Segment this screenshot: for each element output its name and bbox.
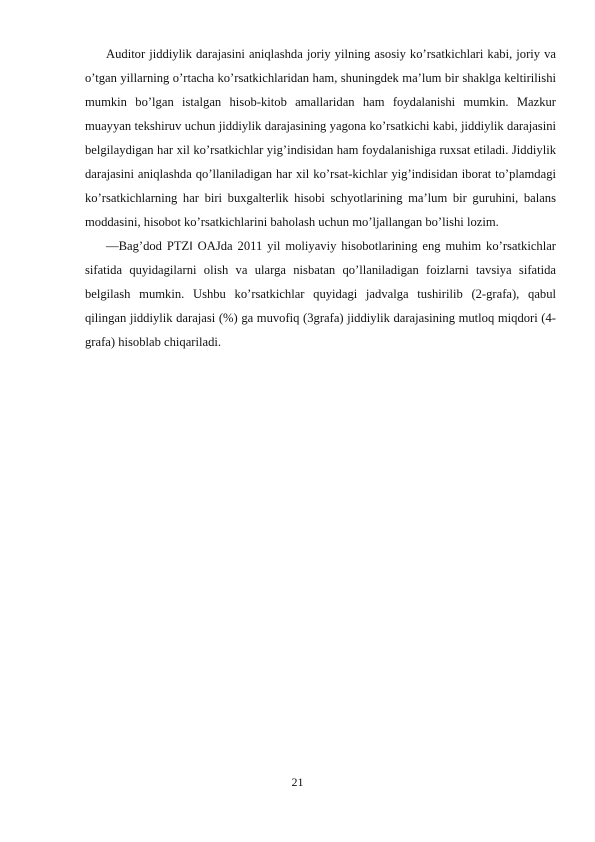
paragraph-materiality: Auditor jiddiylik darajasini aniqlashda joriy yilning asosiy ko’rsatkichlari kabi, joriy va o’tgan yillarning o’rtacha ko’rsatkichlaridan ham, shuningdek ma’lum bir shaklga keltirilishi mumkin bo’lgan istalgan hisob-kitob amallaridan ham foydalanishi mumkin. Mazkur muayyan tekshiruv uchun jiddiylik darajasining yagona ko’rsatkichi kabi, jiddiylik darajasini belgilaydigan har xil ko’rsatkichlar yig’indisidan ham foydalanishiga ruxsat etiladi. Jiddiylik darajasini aniqlashda qo’llaniladigan har xil ko’rsat-kichlar yig’indisidan iborat to’plamdagi ko’rsatkichlarning har biri buxgalterlik hisobi schyotlarining ma’lum bir guruhini, balans moddasini, hisobot ko’rsatkichlarini baholash uchun mo’ljallangan bo’lishi lozim. [85, 47, 556, 229]
page-number: 21 [291, 775, 304, 789]
body-text [85, 42, 556, 354]
paragraph-bagdod-ptz: ―Bag’dod PTZǁ OAJda 2011 yil moliyaviy hisobotlarining eng muhim ko’rsatkichlar sifatida quyidagilarni olish va ularga nisbatan qo’llaniladigan foizlarni tavsiya sifatida belgilash mumkin. Ushbu ko’rsatkichlar quyidagi jadvalga tushirilib (2-grafa), qabul qilingan jiddiylik darajasi (%) ga muvofiq (3grafa) jiddiylik darajasining mutloq miqdori (4-grafa) hisoblab chiqariladi. [85, 239, 556, 349]
